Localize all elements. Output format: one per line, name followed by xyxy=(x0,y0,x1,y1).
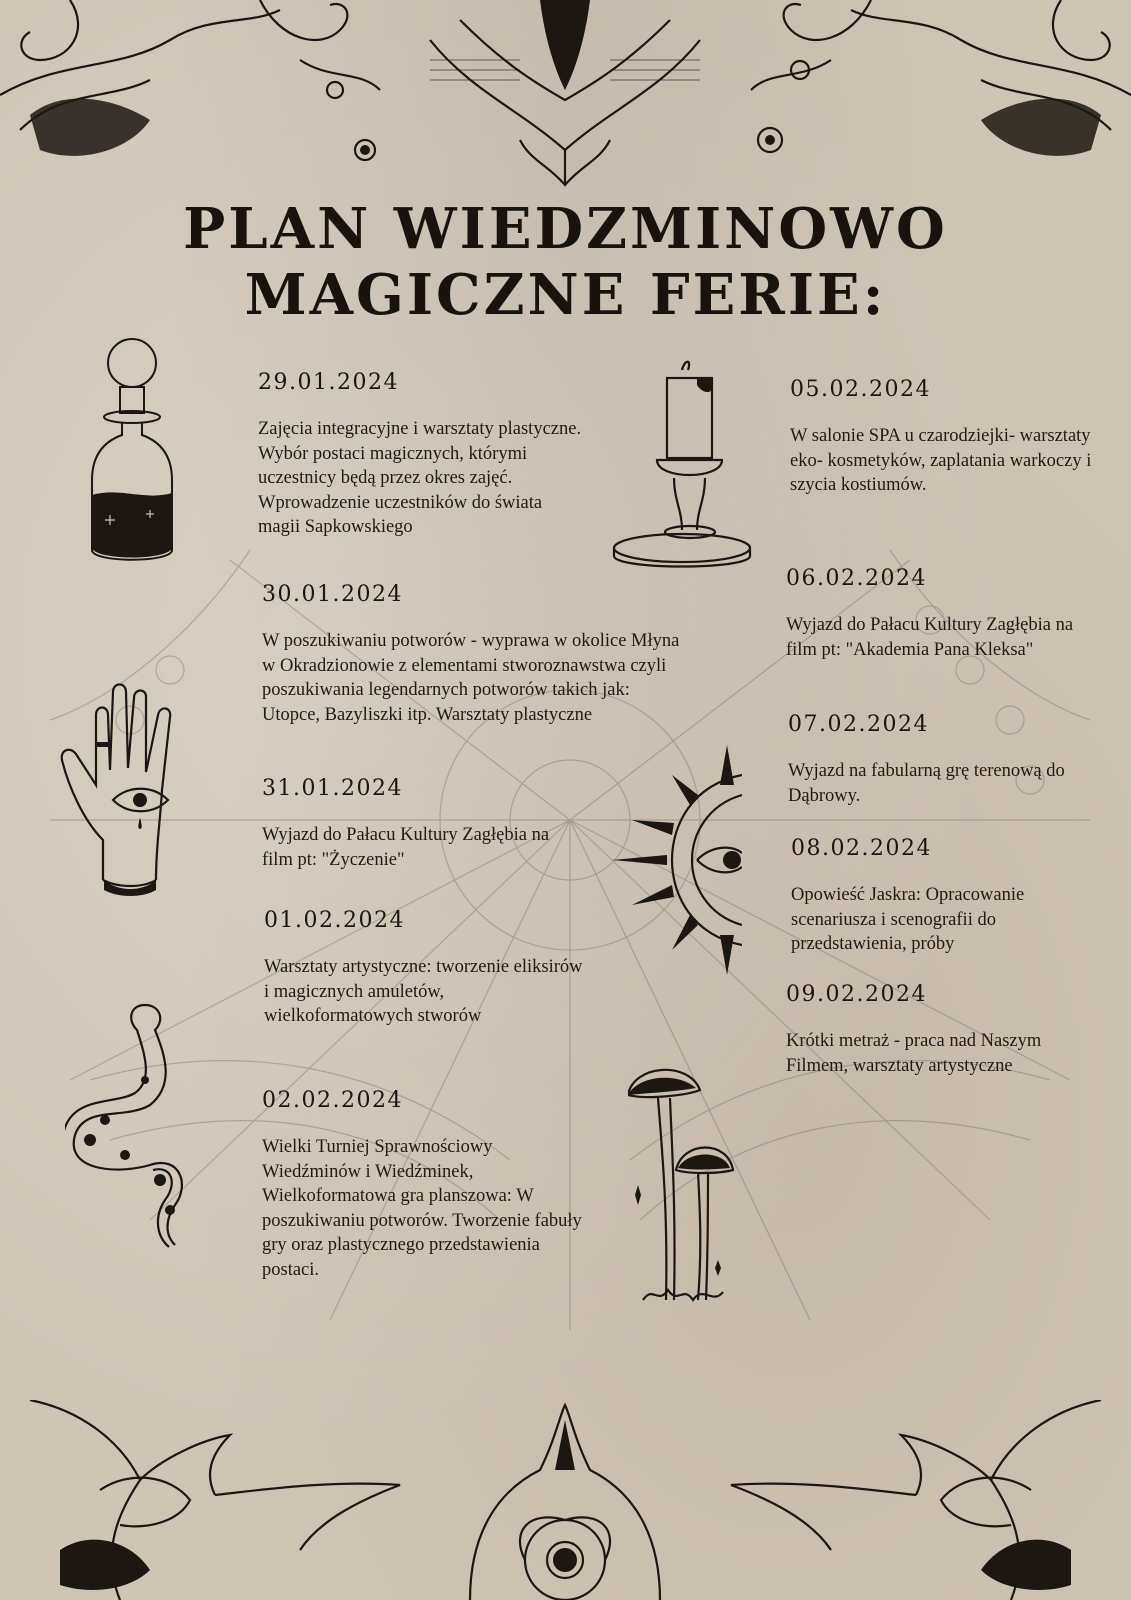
sun-eye-icon xyxy=(612,745,742,975)
entry-description: Opowieść Jaskra: Opracowanie scenariusza i scenografii do przedstawienia, próby xyxy=(791,885,1025,954)
entry-description: Wyjazd do Pałacu Kultury Zagłębia na film pt: "Życzenie" xyxy=(262,825,550,870)
entry-date: 01.02.2024 xyxy=(264,908,405,933)
entry-description: Krótki metraż - praca nad Naszym Filmem, warsztaty artystyczne xyxy=(786,1031,1042,1076)
snake-icon xyxy=(65,995,195,1255)
floral-ornament-icon xyxy=(0,0,1131,200)
entry-date: 05.02.2024 xyxy=(790,377,931,402)
entry-description: W salonie SPA u czarodziejki- warsztaty eko- kosmetyków, zaplatania warkoczy i szycia kostiumów. xyxy=(790,426,1092,495)
schedule-entry xyxy=(258,370,588,540)
entry-description: W poszukiwaniu potworów - wyprawa w okolice Młyna w Okradzionowie z elementami stworoznawstwa czyli poszukiwania legendarnych potworów takich jak: Utopce, Bazyliszki itp. Warsztaty plastyczne xyxy=(262,631,680,725)
entry-date: 30.01.2024 xyxy=(262,582,403,607)
page-title-line-1: PLAN WIEDZMINOWO xyxy=(183,196,948,262)
entry-description: Zajęcia integracyjne i warsztaty plastyczne. Wybór postaci magicznych, którymi uczestnicy będą przez okres zajęć. Wprowadzenie uczestników do świata magii Sapkowskiego xyxy=(258,419,582,537)
schedule-entry xyxy=(790,377,1095,498)
entry-date: 07.02.2024 xyxy=(788,712,929,737)
entry-description: Wyjazd na fabularną grę terenową do Dąbrowy. xyxy=(788,761,1065,806)
entry-description: Wyjazd do Pałacu Kultury Zagłębia na film pt: "Akademia Pana Kleksa" xyxy=(786,615,1074,660)
schedule-entry xyxy=(786,982,1091,1078)
schedule-entry xyxy=(786,566,1096,662)
candle-icon xyxy=(612,360,752,580)
schedule-entry xyxy=(791,836,1101,957)
entry-description: Wielki Turniej Sprawnościowy Wiedźminów i Wiedźminek, Wielkoformatowa gra planszowa: W poszukiwaniu potworów. Tworzenie fabuły gry oraz plastycznego przedstawienia postaci. xyxy=(262,1137,582,1280)
potion-bottle-icon xyxy=(80,335,185,580)
schedule-entry xyxy=(262,776,582,872)
hand-eye-icon xyxy=(58,680,203,905)
schedule-entry xyxy=(788,712,1088,808)
schedule-entry xyxy=(264,908,589,1029)
dragon-ornament-icon xyxy=(0,1400,1131,1600)
entry-date: 02.02.2024 xyxy=(262,1088,403,1113)
entry-date: 31.01.2024 xyxy=(262,776,403,801)
entry-description: Warsztaty artystyczne: tworzenie eliksirów i magicznych amuletów, wielkoformatowych stworów xyxy=(264,957,583,1026)
page-title xyxy=(0,196,1131,328)
entry-date: 08.02.2024 xyxy=(791,836,932,861)
schedule-entry xyxy=(262,582,682,727)
page-title-line-2: MAGICZNE FERIE: xyxy=(244,262,887,328)
entry-date: 06.02.2024 xyxy=(786,566,927,591)
mushroom-icon xyxy=(628,1060,738,1310)
entry-date: 09.02.2024 xyxy=(786,982,927,1007)
schedule-entry xyxy=(262,1088,592,1282)
entry-date: 29.01.2024 xyxy=(258,370,399,395)
